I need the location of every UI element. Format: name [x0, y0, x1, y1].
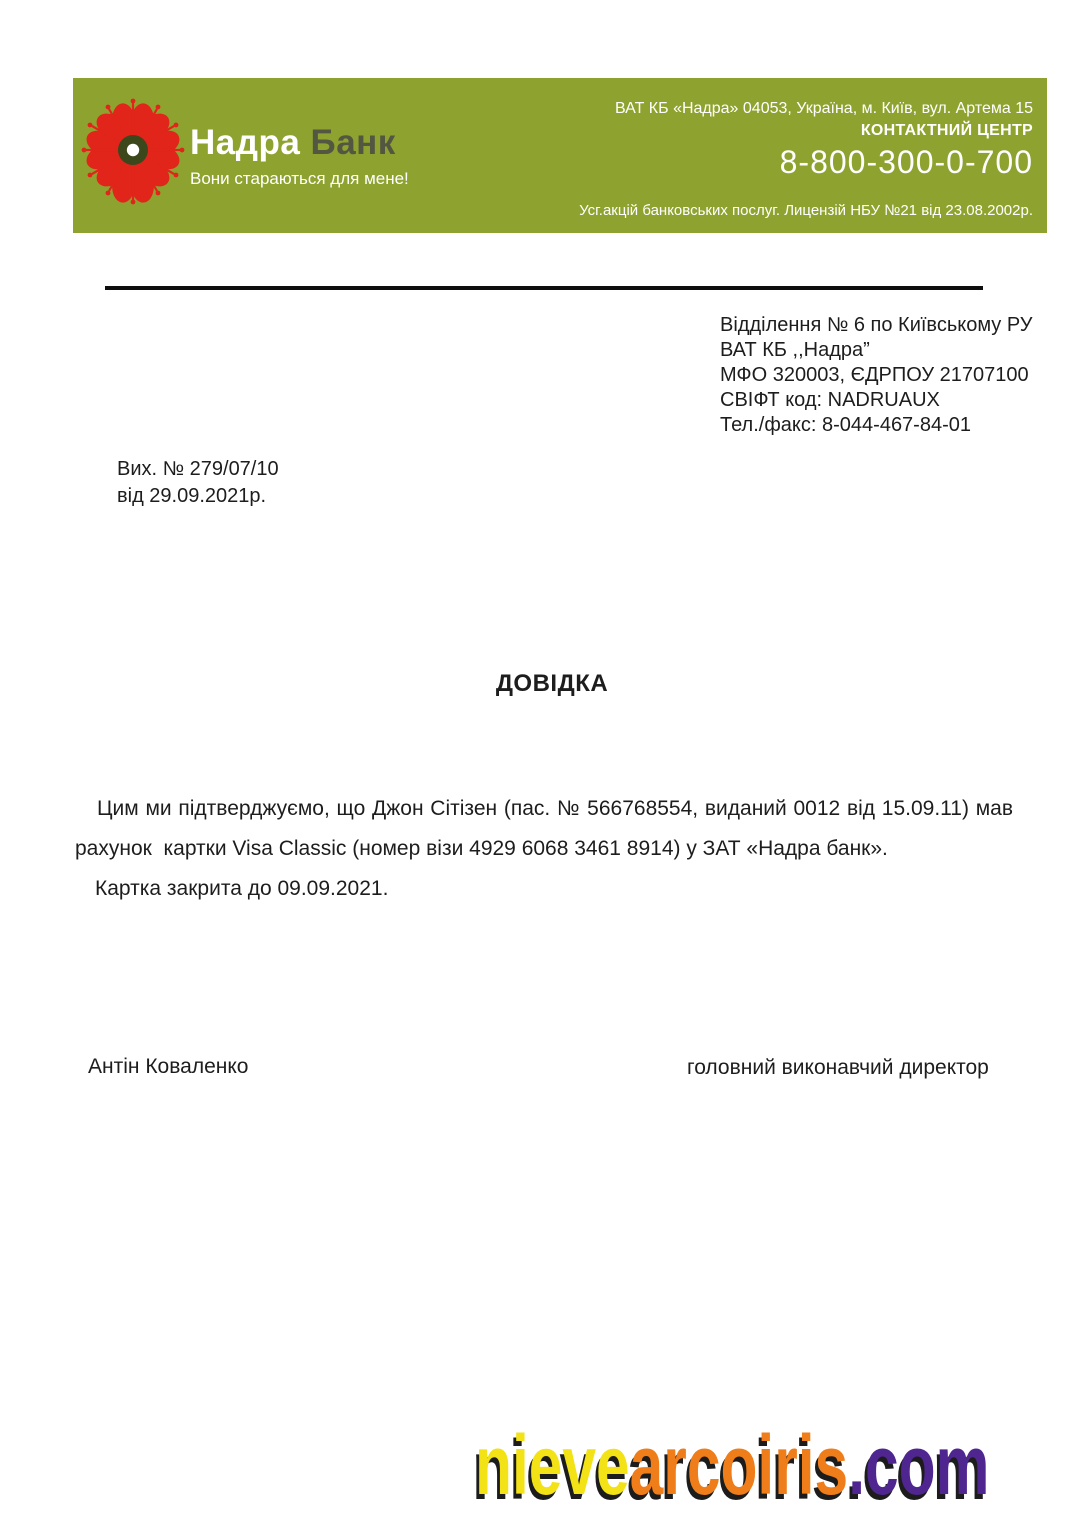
contact-center-label: КОНТАКТНИЙ ЦЕНТР [860, 122, 1033, 139]
watermark-text [475, 1418, 990, 1512]
reference-number: Вих. № 279/07/10 [117, 458, 279, 480]
watermark-part-3: .com [848, 1418, 990, 1512]
signatory-name: Антін Коваленко [88, 1055, 249, 1078]
separator-line [105, 286, 983, 290]
branch-line: СВІФТ код: NADRUAUX [720, 389, 940, 411]
letterhead-banner [73, 78, 1047, 233]
body-line-3: Картка закрита до 09.09.2021. [95, 877, 389, 900]
outgoing-reference [117, 456, 279, 510]
license-line: Усг.акцій банковських послуг. Лицензій НБУ №21 від 23.08.2002р. [579, 202, 1033, 219]
nadra-flower-logo [81, 98, 185, 210]
branch-line: МФО 320003, ЄДРПОУ 21707100 [720, 364, 1029, 386]
bank-address: ВАТ КБ «Надра» 04053, Україна, м. Київ, вул. Артема 15 [615, 100, 1033, 117]
branch-line: Відділення № 6 по Київському РУ [720, 314, 1033, 336]
signatory-position: головний виконавчий директор [687, 1056, 989, 1079]
header-contact-block [579, 98, 1033, 219]
bank-name-primary: Надра [190, 123, 301, 162]
reference-date: від 29.09.2021р. [117, 485, 267, 507]
contact-phone: 8-800-300-0-700 [779, 144, 1033, 180]
watermark-part-2: arcoiris [629, 1418, 849, 1512]
watermark-part-1: nieve [475, 1418, 630, 1512]
brand-block [190, 125, 409, 189]
document-title: ДОВІДКА [495, 670, 609, 697]
branch-line: Тел./факс: 8-044-467-84-01 [720, 414, 971, 436]
bank-name [190, 125, 409, 160]
branch-line: ВАТ КБ ,,Надра” [720, 339, 870, 361]
bank-name-secondary: Банк [310, 123, 396, 162]
body-line-2: рахунок картки Visa Classic (номер візи 4929 6068 3461 8914) у ЗАТ «Надра банк». [75, 837, 888, 860]
branch-details [720, 313, 1032, 438]
body-line-1: Цим ми підтверджуємо, що Джон Сітізен (пас. № 566768554, виданий 0012 від 15.09.11) мав [97, 797, 1013, 820]
bank-tagline: Вони стараються для мене! [190, 169, 409, 188]
